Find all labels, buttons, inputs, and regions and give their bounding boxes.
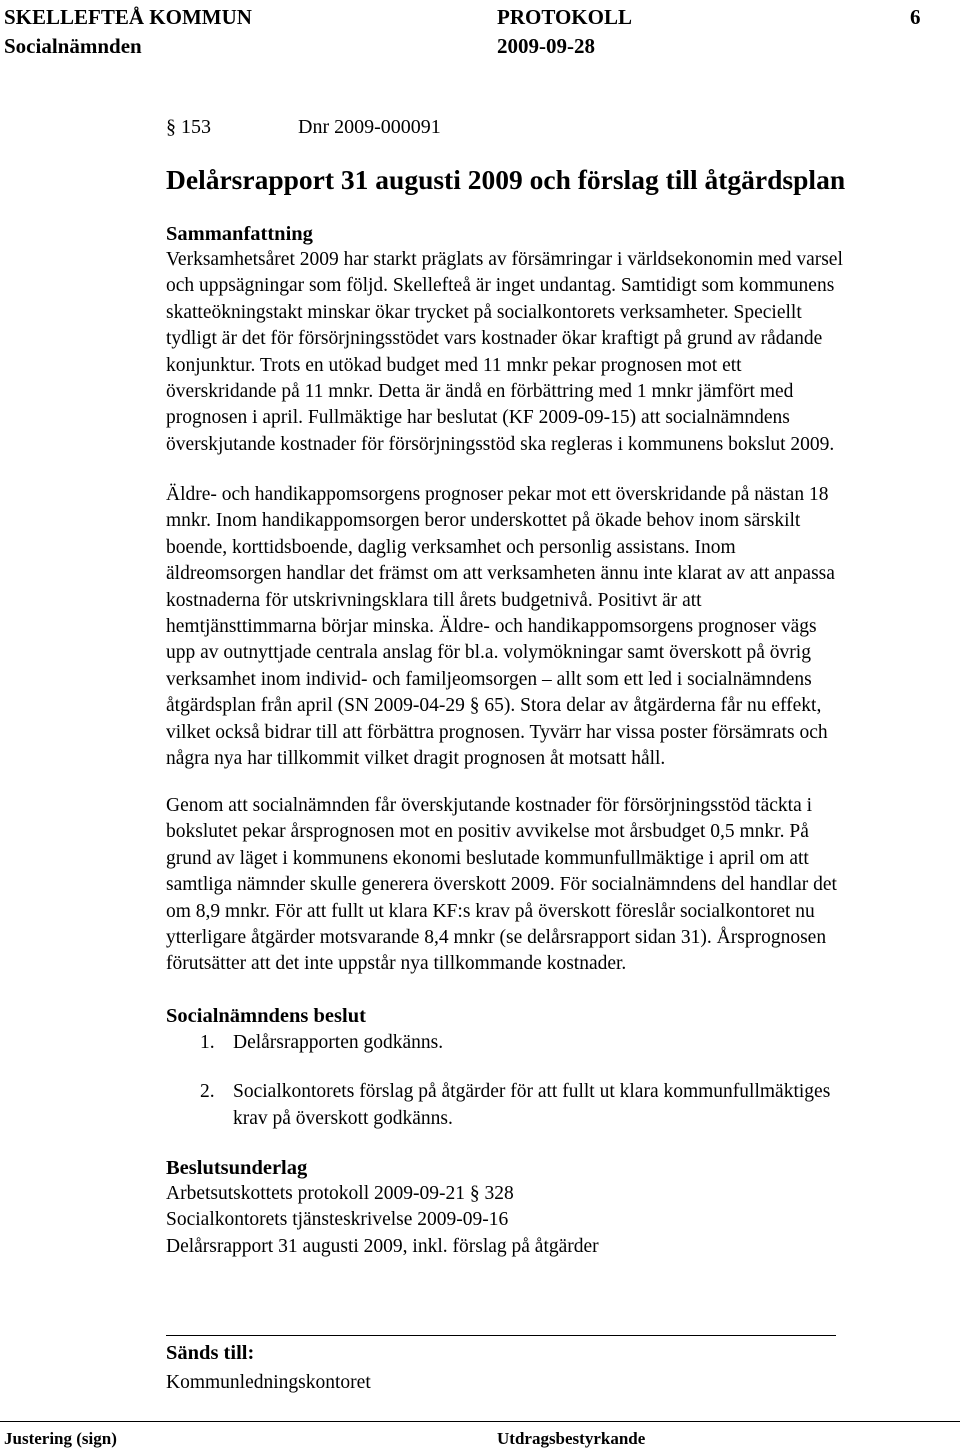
summary-paragraph-2 bbox=[166, 482, 956, 772]
sent-to-section bbox=[166, 1340, 956, 1396]
sent-to-heading: Sänds till: bbox=[166, 1342, 255, 1364]
paragraph-line: överskridande på 11 mnkr. Detta är ändå en förbättring med 1 mnkr jämfört med bbox=[166, 381, 794, 403]
summary-paragraph-1 bbox=[166, 247, 956, 458]
paragraph-line: förutsätter att det inte uppstår nya tillkommande kostnader. bbox=[166, 953, 627, 975]
decision-heading: Socialnämndens beslut bbox=[166, 1005, 366, 1027]
paragraph-line: åtgärdsplan från april (SN 2009-04-29 § 65). Stora delar av åtgärderna får nu effekt, bbox=[166, 695, 822, 717]
paragraph-line: Verksamhetsåret 2009 har starkt präglats av försämringar i världsekonomin med varsel bbox=[166, 249, 843, 270]
decision-item-1-number: 1. bbox=[200, 1032, 215, 1053]
page-title: Delårsrapport 31 augusti 2009 och förslag till åtgärdsplan bbox=[166, 164, 846, 195]
signature-divider bbox=[166, 1335, 836, 1336]
paragraph-line: några nya har tillkommit vilket dragit prognosen åt motsatt håll. bbox=[166, 748, 666, 770]
footer-justering: Justering (sign) bbox=[4, 1429, 117, 1448]
basis-item-3: Delårsrapport 31 augusti 2009, inkl. förslag på åtgärder bbox=[166, 1235, 599, 1257]
basis-item-2: Socialkontorets tjänsteskrivelse 2009-09-16 bbox=[166, 1209, 509, 1231]
paragraph-line: skatteökningstakt minskar ökar trycket på socialkontorets verksamheter. Speciellt bbox=[166, 301, 802, 323]
paragraph-line: mnkr. Inom handikappomsorgen beror underskottet på ökade behov inom särskilt bbox=[166, 510, 801, 532]
summary-heading: Sammanfattning bbox=[166, 223, 313, 245]
paragraph-line: Genom att socialnämnden får överskjutande kostnader för försörjningsstöd täckta i bbox=[166, 795, 813, 816]
paragraph-line: överskjutande kostnader för försörjningsstöd ska regleras i kommunens bokslut 2009. bbox=[166, 433, 835, 455]
paragraph-line: bokslutet pekar årsprognosen mot en positiv avvikelse mot årsbudget 0,5 mnkr. På bbox=[166, 821, 809, 843]
basis-item-1: Arbetsutskottets protokoll 2009-09-21 § 328 bbox=[166, 1183, 514, 1204]
paragraph-line: konjunktur. Trots en utökad budget med 11 mnkr pekar prognosen mot ett bbox=[166, 354, 742, 376]
paragraph-line: tydligt är det för försörjningsstödet vars kostnader ökar kraftigt på grund av rådande bbox=[166, 328, 823, 350]
paragraph-line: samtliga nämnder skulle generera överskott 2009. För socialnämndens del handlar det bbox=[166, 874, 837, 896]
summary-paragraph-2-block bbox=[166, 482, 956, 772]
decision-item-2-line-2: krav på överskott godkänns. bbox=[233, 1108, 453, 1129]
paragraph-line: och uppsägningar som följd. Skellefteå är inget undantag. Samtidigt som kommunens bbox=[166, 275, 835, 297]
basis-section bbox=[166, 1155, 956, 1260]
decision-section bbox=[166, 1003, 956, 1029]
decision-item-2-number: 2. bbox=[200, 1081, 215, 1102]
paragraph-line: vilket också bidrar till att förbättra prognosen. Tyvärr har vissa poster försämrats och bbox=[166, 721, 828, 743]
dnr: Dnr 2009-000091 bbox=[298, 116, 441, 138]
paragraph-line: ytterligare åtgärder motsvarande 8,4 mnkr (se delårsrapport sidan 31). Årsprognosen bbox=[166, 927, 827, 949]
footer-divider bbox=[0, 1421, 960, 1422]
decision-item-1-text: Delårsrapporten godkänns. bbox=[233, 1032, 444, 1053]
paragraph-line: prognosen i april. Fullmäktige har beslutat (KF 2009-09-15) att socialnämndens bbox=[166, 407, 790, 429]
paragraph-line: verksamhet inom individ- och familjeomsorgen – allt som ett led i socialnämndens bbox=[166, 668, 812, 690]
decision-item-2-line-1: Socialkontorets förslag på åtgärder för att fullt ut klara kommunfullmäktiges bbox=[233, 1081, 831, 1102]
paragraph-line: kostnaderna för utskrivningsklara till årets budgetnivå. Positivt är att bbox=[166, 589, 702, 611]
paragraph-line: boende, korttidsboende, daglig verksamhet och personlig assistans. Inom bbox=[166, 536, 736, 558]
sent-to-recipient: Kommunledningskontoret bbox=[166, 1372, 371, 1393]
header-org: SKELLEFTEÅ KOMMUN bbox=[4, 5, 252, 29]
header-committee: Socialnämnden bbox=[4, 34, 142, 58]
summary-paragraph-3 bbox=[166, 793, 956, 978]
paragraph-line: hemtjänsttimmarna börjar minska. Äldre- och handikappomsorgens prognoser vägs bbox=[166, 616, 817, 638]
paragraph-line: om 8,9 mnkr. För att fullt ut klara KF:s krav på överskott föreslår socialkontoret nu bbox=[166, 900, 815, 922]
paragraph-line: äldreomsorgen handlar det främst om att verksamheten ännu inte klarat av att anpassa bbox=[166, 563, 835, 585]
summary-section bbox=[166, 221, 956, 458]
paragraph-line: grund av läget i kommunens ekonomi beslutade kommunfullmäktige i april om att bbox=[166, 847, 809, 869]
summary-paragraph-3-block bbox=[166, 793, 956, 978]
paragraph-number: § 153 bbox=[166, 116, 211, 138]
basis-heading: Beslutsunderlag bbox=[166, 1157, 308, 1179]
paragraph-line: upp av outnyttjade centrala anslag för bl.a. volymökningar samt överskott på övrig bbox=[166, 642, 811, 664]
header-doc-type: PROTOKOLL bbox=[497, 5, 632, 29]
header-date: 2009-09-28 bbox=[497, 34, 595, 58]
paragraph-line: Äldre- och handikappomsorgens prognoser pekar mot ett överskridande på nästan 18 bbox=[166, 484, 829, 505]
page-number: 6 bbox=[910, 5, 921, 29]
footer-utdragsbestyrkande: Utdragsbestyrkande bbox=[497, 1429, 646, 1448]
